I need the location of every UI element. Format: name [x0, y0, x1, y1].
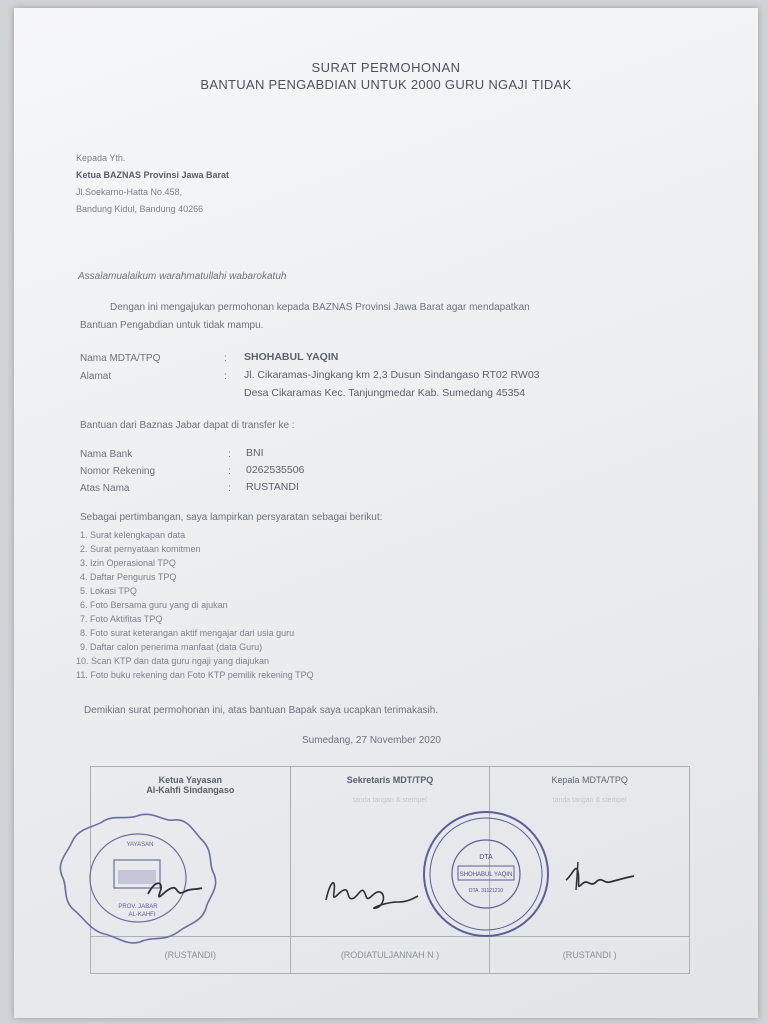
greeting: Assalamualaikum warahmatullahi wabarokatuh: [78, 271, 287, 282]
letter-page: [14, 8, 758, 1018]
stamp-text: DTA. 31121210: [468, 888, 504, 894]
signer-role: Kepala MDTA/TPQ: [551, 775, 628, 785]
signature-hint: tanda tangan & stempel: [353, 797, 427, 804]
separator: :: [228, 466, 231, 477]
separator: :: [224, 353, 227, 364]
requirement-item: 1. Surat kelengkapan data: [80, 530, 186, 540]
requirement-item: 11. Foto buku rekening dan Foto KTP pemilik rekening TPQ: [76, 670, 314, 680]
applicant-name-label: Nama MDTA/TPQ: [80, 353, 161, 364]
closing-text: Demikian surat permohonan ini, atas bantuan Bapak saya ucapkan terimakasih.: [84, 705, 439, 716]
stamp-text: PROV. JABAR: [118, 904, 158, 910]
requirement-item: 10. Scan KTP dan data guru ngaji yang diajukan: [76, 656, 269, 666]
requirement-item: 6. Foto Bersama guru yang di ajukan: [80, 600, 228, 610]
letter-subtitle: BANTUAN PENGABDIAN UNTUK 2000 GURU NGAJI TIDAK: [200, 77, 572, 92]
recipient-address-1: Jl.Soekarno-Hatta No.458,: [76, 187, 183, 197]
account-holder-value: RUSTANDI: [246, 481, 299, 493]
account-number-value: 0262535506: [246, 464, 305, 476]
signature-hint: tanda tangan & stempel: [552, 797, 627, 804]
separator: :: [228, 483, 231, 494]
signer-name: (RUSTANDI): [91, 937, 291, 974]
stamp-text: AL-KAHFI: [128, 912, 156, 918]
requirement-item: 9. Daftar calon penerima manfaat (data Guru): [80, 642, 263, 652]
requirement-item: 7. Foto Aktifitas TPQ: [80, 614, 163, 624]
transfer-intro: Bantuan dari Baznas Jabar dapat di transfer ke :: [80, 420, 295, 431]
bank-name-value: BNI: [246, 447, 264, 459]
stamp-text: SHOHABUL YAQIN: [459, 872, 513, 878]
letter-title: SURAT PERMOHONAN: [311, 60, 461, 75]
secretary-signature: [314, 862, 424, 922]
applicant-name-value: SHOHABUL YAQIN: [244, 351, 339, 363]
requirement-item: 5. Lokasi TPQ: [80, 586, 137, 596]
signer-name: (RODIATULJANNAH N ): [290, 937, 490, 974]
stamp-text: YAYASAN: [126, 842, 154, 848]
requirement-item: 2. Surat pernyataan komitmen: [80, 544, 201, 554]
intro-line-1: Dengan ini mengajukan permohonan kepada BAZNAS Provinsi Jawa Barat agar mendapatkan: [110, 302, 530, 313]
applicant-address-label: Alamat: [80, 371, 112, 382]
school-stamp: [416, 804, 556, 944]
stamp-text: DTA: [479, 854, 493, 861]
signer-role-sub: Al-Kahfi Sindangaso: [146, 785, 235, 795]
requirement-item: 4. Daftar Pengurus TPQ: [80, 572, 177, 582]
account-number-label: Nomor Rekening: [80, 466, 156, 477]
requirement-item: 8. Foto surat keterangan aktif mengajar dari usia guru: [80, 628, 295, 638]
signer-role: Sekretaris MDT/TPQ: [346, 775, 434, 785]
separator: :: [228, 449, 231, 460]
head-signature: [560, 854, 640, 904]
bank-name-label: Nama Bank: [80, 449, 133, 460]
separator: :: [224, 371, 227, 382]
applicant-address-line-2: Desa Cikaramas Kec. Tanjungmedar Kab. Sumedang 45354: [244, 387, 526, 399]
requirements-intro: Sebagai pertimbangan, saya lampirkan persyaratan sebagai berikut:: [80, 512, 383, 523]
requirement-item: 3. Izin Operasional TPQ: [80, 558, 176, 568]
account-holder-label: Atas Nama: [80, 483, 130, 494]
intro-line-2: Bantuan Pengabdian untuk tidak mampu.: [80, 320, 264, 331]
recipient-name: Ketua BAZNAS Provinsi Jawa Barat: [76, 170, 230, 180]
chairman-signature: [148, 883, 202, 897]
recipient-kepada: Kepada Yth.: [76, 153, 126, 163]
recipient-address-2: Bandung Kidul, Bandung 40266: [76, 204, 204, 214]
applicant-address-line-1: Jl. Cikaramas-Jingkang km 2,3 Dusun Sindangaso RT02 RW03: [244, 369, 540, 381]
place-date: Sumedang, 27 November 2020: [302, 735, 441, 746]
foundation-stamp: [52, 808, 222, 948]
signer-name: (RUSTANDI ): [490, 937, 690, 974]
signer-role: Ketua Yayasan: [158, 775, 223, 785]
